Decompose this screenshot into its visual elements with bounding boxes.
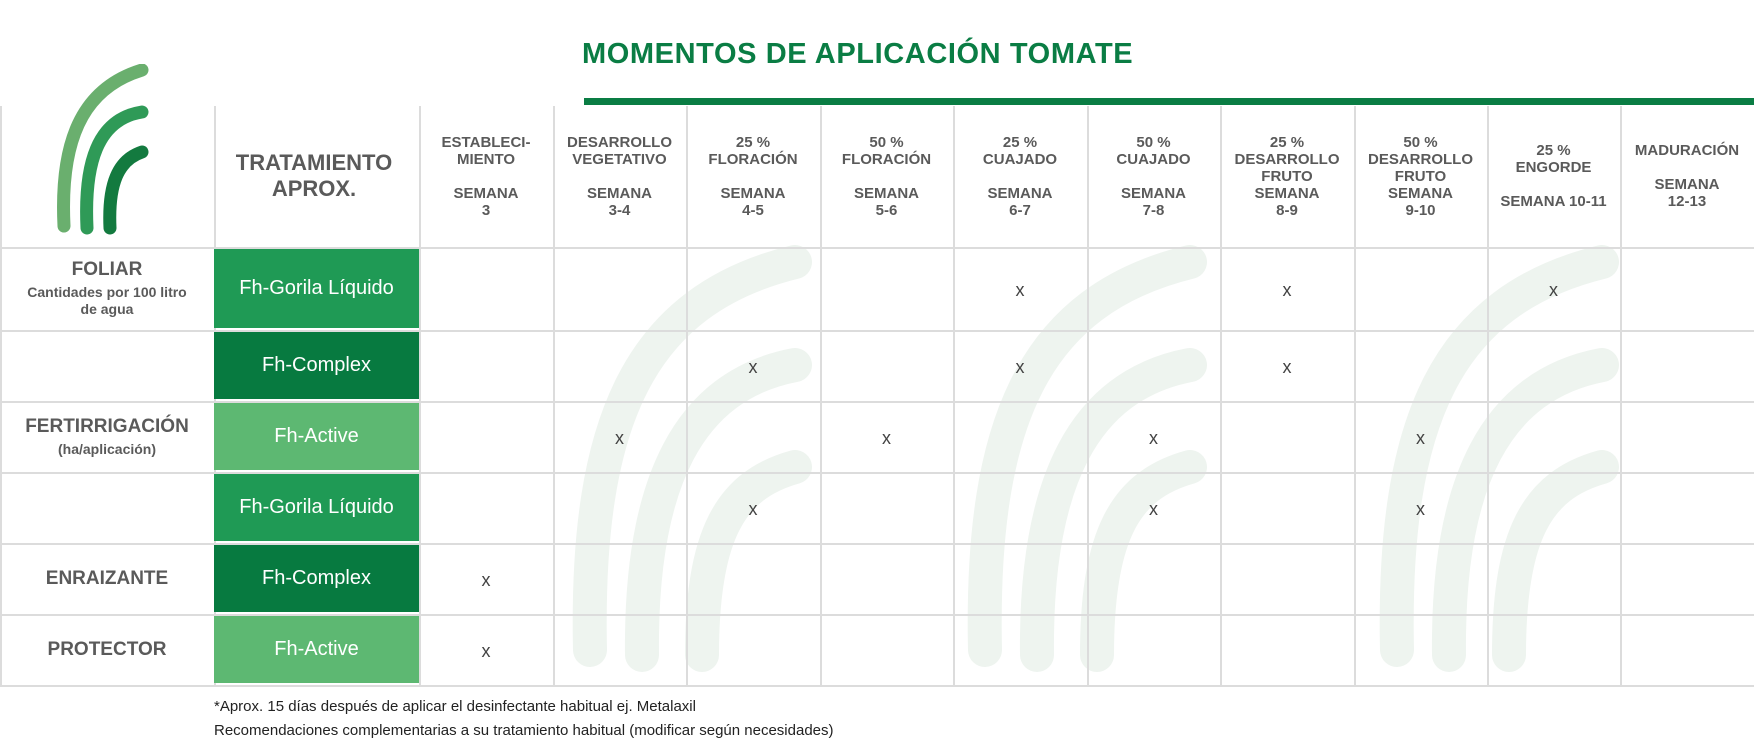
application-mark: x [1282,356,1292,377]
product-label: Fh-Complex [214,332,419,399]
column-stage-label: ESTABLECI- MIENTO [441,133,531,168]
grid-horizontal-line [0,685,1754,687]
column-week-label: SEMANA 3-4 [586,184,652,219]
column-header [1487,106,1620,246]
category-label: PROTECTOR [47,638,167,660]
column-header [953,106,1087,246]
column-stage-label: 25 % DESARROLLO FRUTO SEMANA 8-9 [1234,133,1340,219]
product-label: Fh-Gorila Líquido [214,249,419,328]
column-stage-label: 25 % CUAJADO [982,133,1058,168]
application-mark: x [1015,279,1025,300]
application-mark: x [481,640,491,661]
column-week-label: SEMANA 3 [453,184,519,219]
column-stage-label: 50 % FLORACIÓN [841,133,932,168]
product-label: Fh-Complex [214,545,419,612]
column-week-label: SEMANA 7-8 [1120,184,1186,219]
application-mark: x [1416,498,1425,519]
column-stage-label: 25 % FLORACIÓN [708,133,798,168]
footnote-2: Recomendaciones complementarias a su tratamiento habitual (modificar según necesidades) [214,722,834,739]
green-arcs-logo-icon [52,64,162,239]
column-header [419,106,553,246]
application-mark: x [1282,279,1292,300]
column-header [553,106,686,246]
column-header [1620,106,1754,246]
application-mark: x [748,356,758,377]
category-label: ENRAIZANTE [45,567,169,589]
column-week-label: SEMANA 10-11 [1500,193,1607,210]
column-header [1220,106,1354,246]
product-label: Fh-Active [214,403,419,470]
category-cell [0,614,214,685]
application-mark: x [1416,427,1425,448]
page-title: MOMENTOS DE APLICACIÓN TOMATE [582,38,1134,70]
application-mark: x [1149,427,1158,448]
application-mark: x [481,569,491,590]
column-stage-label: MADURACIÓN [1634,142,1740,159]
treatment-header: TRATAMIENTO APROX. [235,150,393,201]
category-sublabel: Cantidades por 100 litro de agua [27,284,187,317]
column-header [1354,106,1487,246]
category-cell [0,330,214,543]
category-label: FERTIRRIGACIÓN [25,415,189,437]
product-label: Fh-Gorila Líquido [214,474,419,541]
application-mark: x [615,427,624,448]
column-stage-label: 25 % ENGORDE [1515,142,1592,176]
product-label: Fh-Active [214,616,419,683]
column-header [820,106,953,246]
application-mark: x [882,427,891,448]
title-underline [584,98,1754,105]
column-week-label: SEMANA 5-6 [853,184,919,219]
application-mark: x [1015,356,1025,377]
column-week-label: SEMANA 4-5 [720,184,786,219]
application-mark: x [748,498,758,519]
category-sublabel: (ha/aplicación) [57,440,157,457]
column-header [686,106,820,246]
column-week-label: SEMANA 6-7 [987,184,1053,219]
column-stage-label: 50 % DESARROLLO FRUTO SEMANA 9-10 [1368,133,1473,219]
column-stage-label: 50 % CUAJADO [1116,133,1191,168]
application-mark: x [1149,498,1158,519]
column-header [1087,106,1220,246]
footnote-1: *Aprox. 15 días después de aplicar el desinfectante habitual ej. Metalaxil [214,698,696,715]
application-mark: x [1549,279,1558,300]
category-label: FOLIAR [71,259,143,280]
category-cell [0,247,214,330]
category-cell [0,543,214,614]
column-stage-label: DESARROLLO VEGETATIVO [567,133,672,168]
column-week-label: SEMANA 12-13 [1654,176,1720,210]
